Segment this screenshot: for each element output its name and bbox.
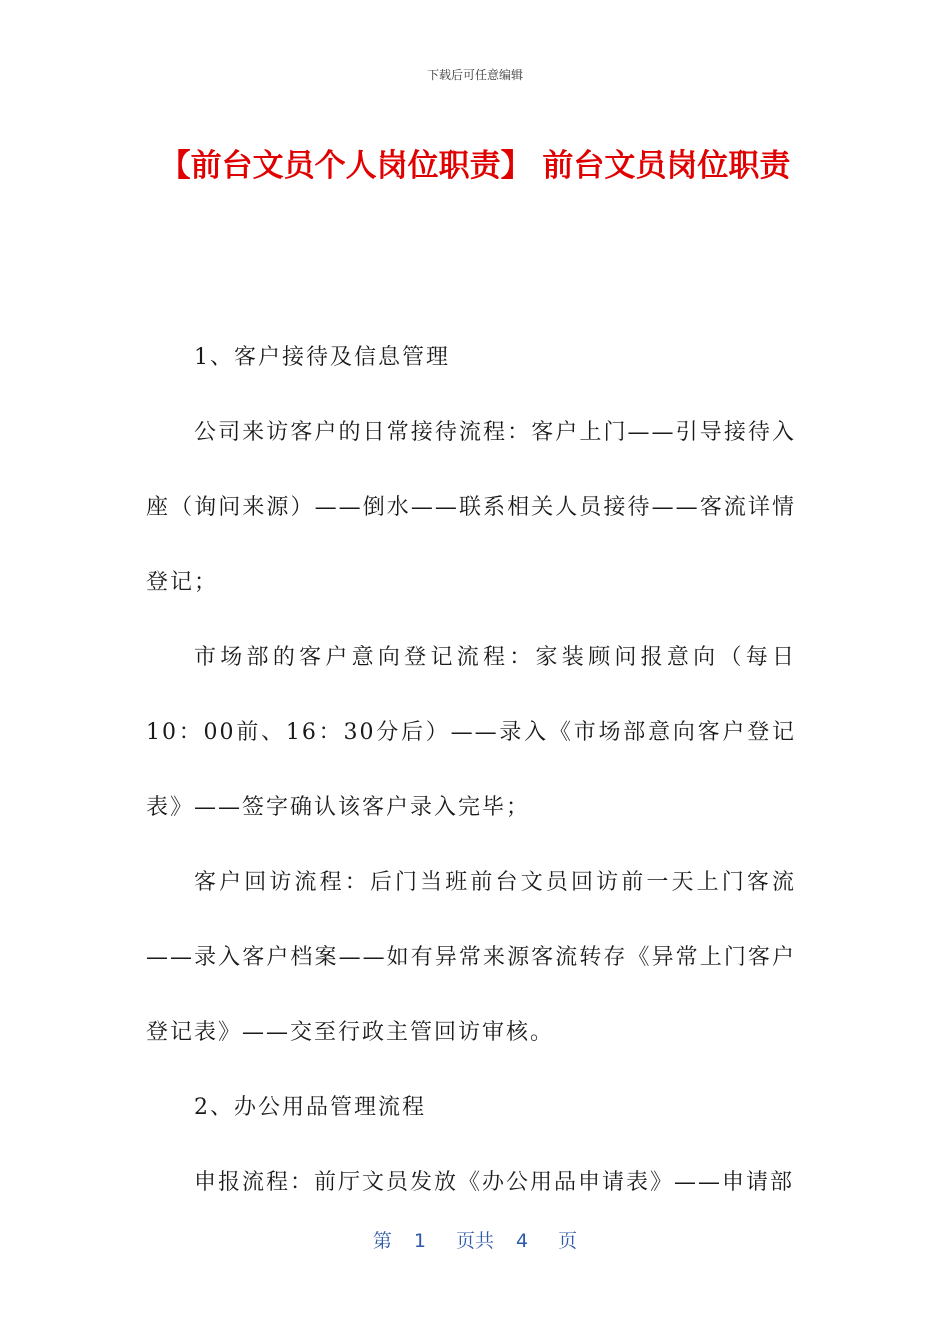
footer-total-label: 共 xyxy=(475,1230,495,1252)
page-footer xyxy=(0,1226,950,1253)
paragraph-reception-flow: 公司来访客户的日常接待流程：客户上门——引导接待入座（询问来源）——倒水——联系相关人员接待——客流详情登记； xyxy=(146,420,796,595)
footer-page-unit: 页 xyxy=(455,1230,475,1252)
footer-total-pages: 4 xyxy=(516,1230,529,1252)
footer-current-page: 1 xyxy=(413,1230,426,1252)
footer-total-unit: 页 xyxy=(558,1230,578,1252)
download-note: 下载后可任意编辑 xyxy=(426,68,523,82)
section-heading-office-supplies: 2、办公用品管理流程 xyxy=(194,1095,426,1120)
footer-page-label: 第 xyxy=(372,1230,392,1252)
paragraph-marketing-registration: 市场部的客户意向登记流程：家装顾问报意向（每日10：00前、16：30分后）——录入《市场部意向客户登记表》——签字确认该客户录入完毕； xyxy=(146,645,796,820)
paragraph-application-flow: 申报流程：前厅文员发放《办公用品申请表》——申请部 xyxy=(194,1170,795,1195)
paragraph-customer-callback: 客户回访流程：后门当班前台文员回访前一天上门客流——录入客户档案——如有异常来源客流转存《异常上门客户登记表》——交至行政主管回访审核。 xyxy=(146,870,796,1045)
document-title: 【前台文员个人岗位职责】 前台文员岗位职责 xyxy=(159,148,791,184)
document-body xyxy=(146,320,796,1220)
section-heading-reception: 1、客户接待及信息管理 xyxy=(194,345,450,370)
